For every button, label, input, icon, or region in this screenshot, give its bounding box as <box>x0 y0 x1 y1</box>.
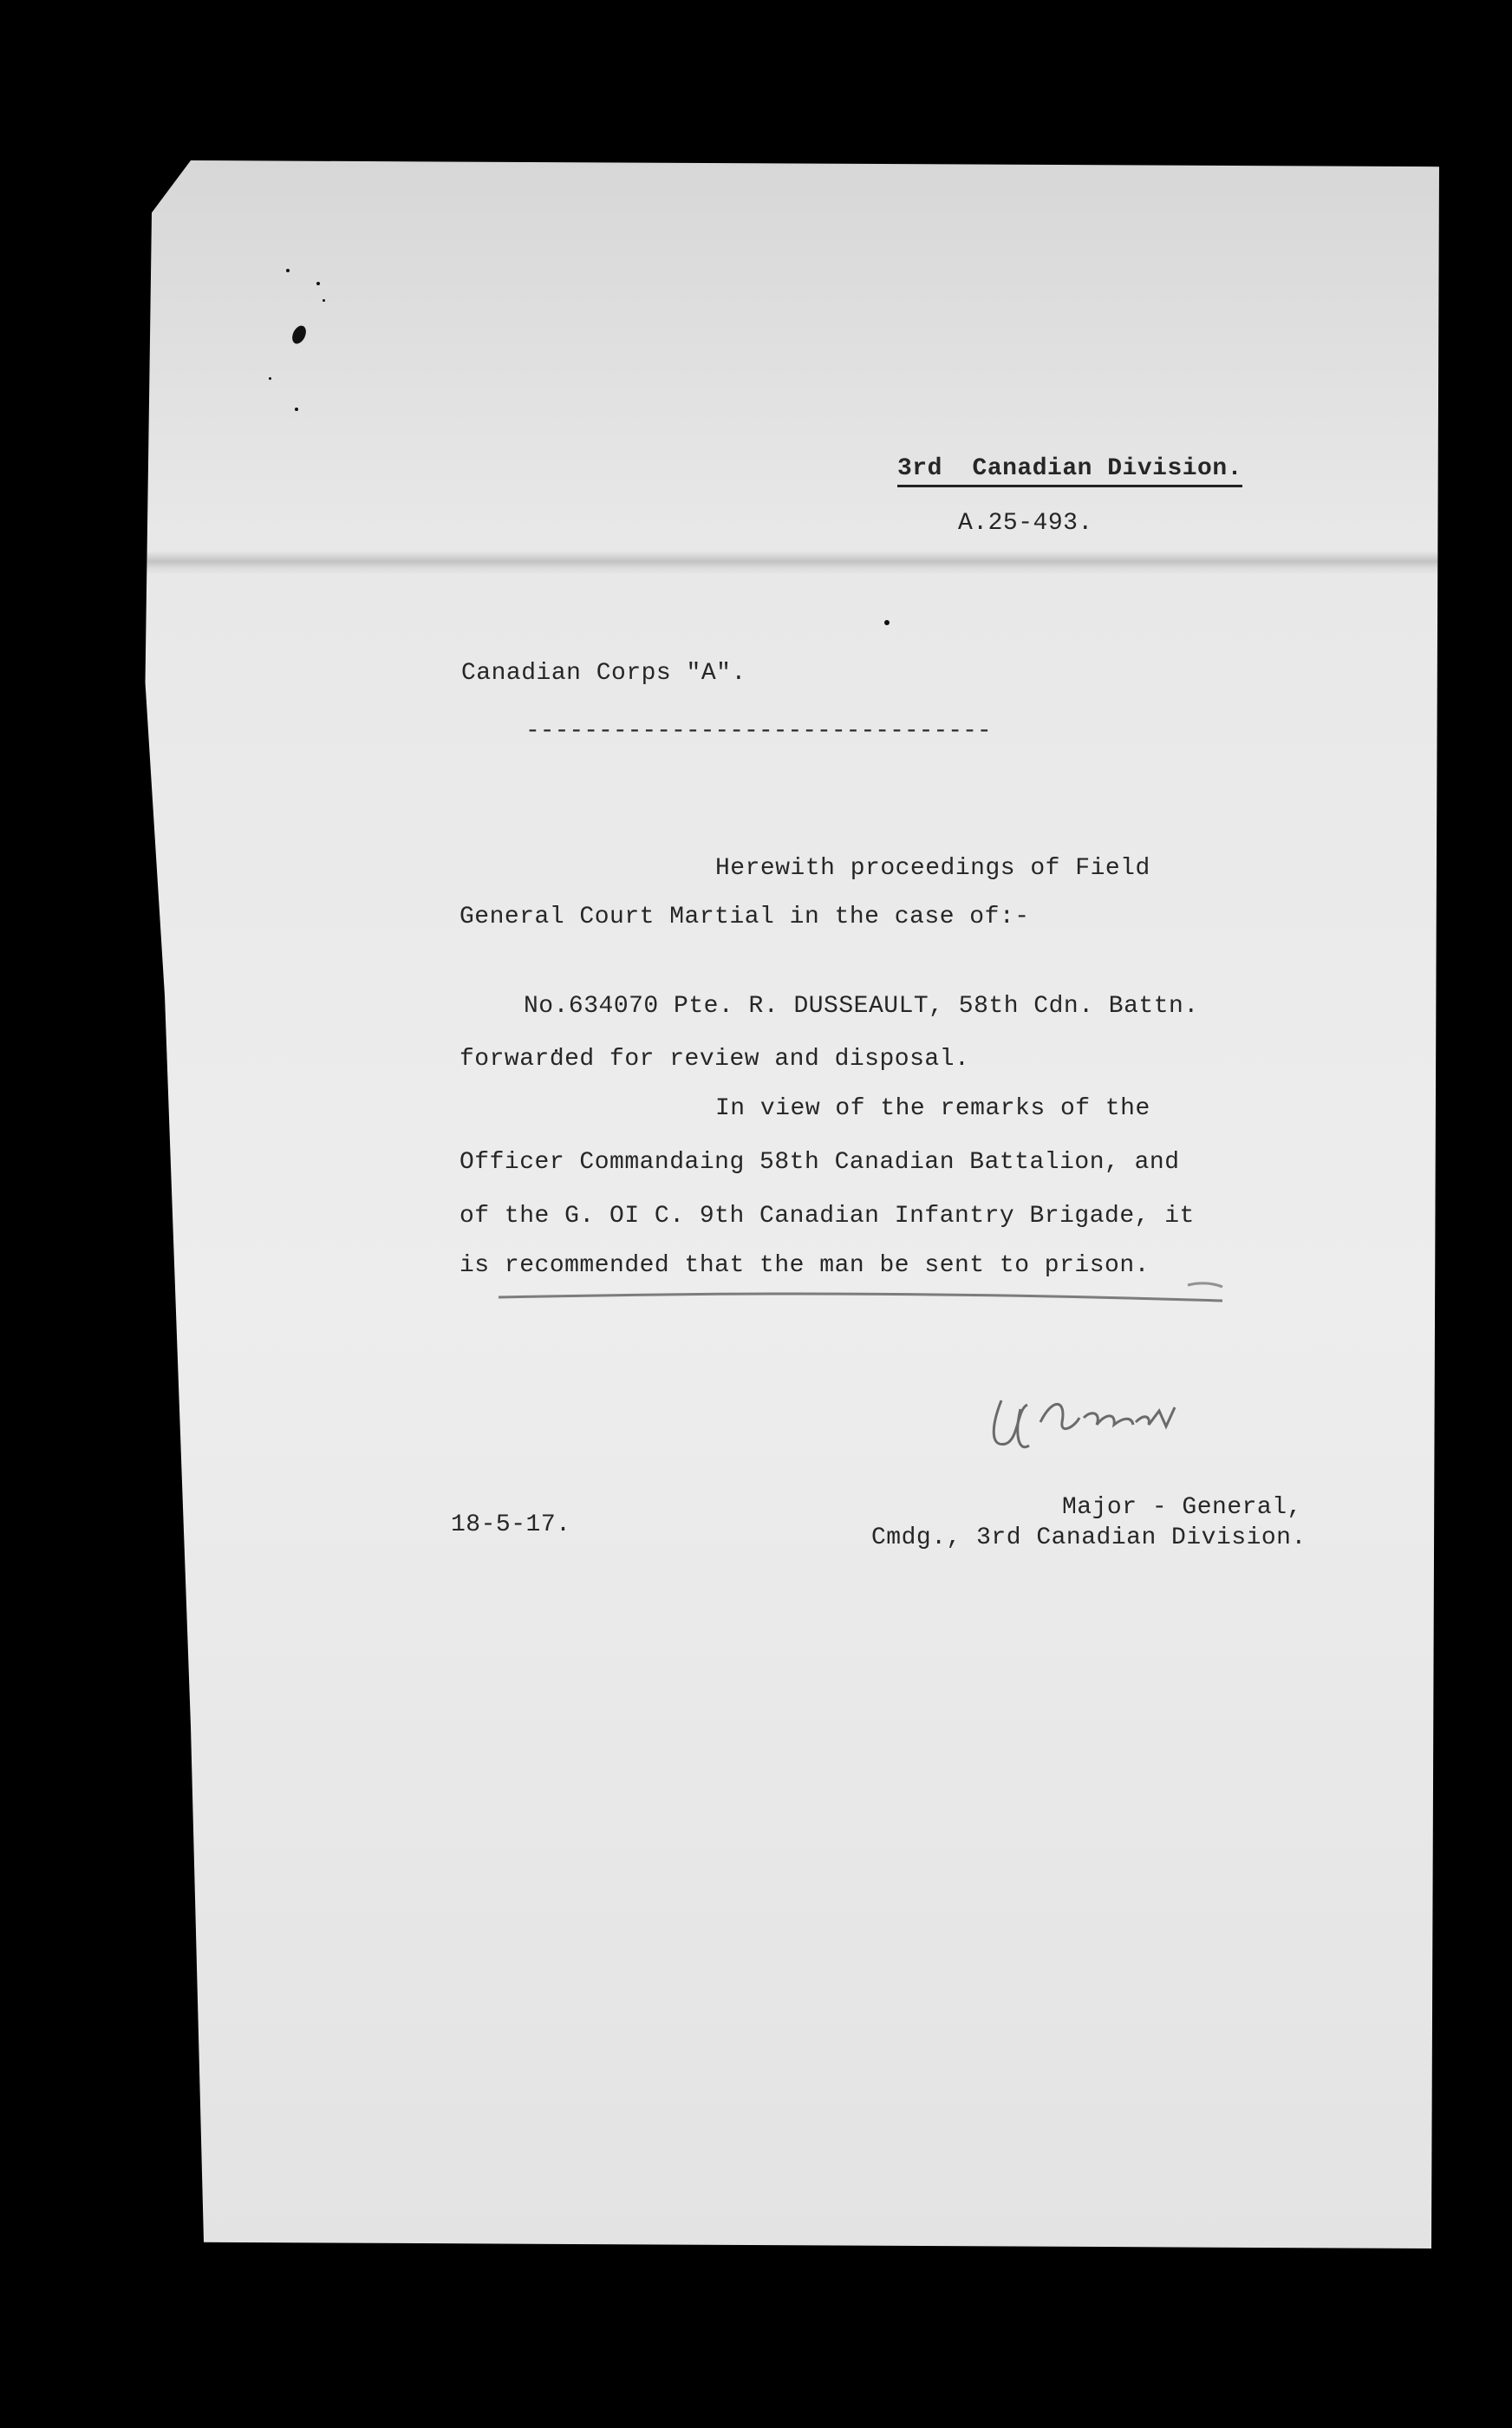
body-line: Herewith proceedings of Field <box>715 855 1150 882</box>
signatory-rank: Major - General, <box>1062 1494 1302 1521</box>
body-line: In view of the remarks of the <box>715 1095 1150 1122</box>
ink-speck <box>269 377 271 380</box>
ink-speck <box>884 620 890 625</box>
body-line: No.634070 Pte. R. DUSSEAULT, 58th Cdn. Battn. <box>524 993 1199 1020</box>
division-heading: 3rd Canadian Division. <box>897 457 1242 487</box>
ink-speck <box>323 299 325 302</box>
body-line: forwarded for review and disposal. <box>459 1046 970 1073</box>
signatory-unit: Cmdg., 3rd Canadian Division. <box>871 1524 1307 1551</box>
document-date: 18-5-17. <box>451 1511 571 1538</box>
body-line: of the G. OI C. 9th Canadian Infantry Brigade, it <box>459 1203 1195 1230</box>
reference-number: A.25-493. <box>958 510 1093 537</box>
handwritten-signature <box>967 1374 1227 1470</box>
ink-speck <box>295 408 298 411</box>
body-line: Officer Commandaing 58th Canadian Battalion, and <box>459 1149 1180 1176</box>
body-line: is recommended that the man be sent to prison. <box>459 1252 1150 1279</box>
addressee: Canadian Corps "A". <box>461 660 746 687</box>
body-line: General Court Martial in the case of:- <box>459 904 1030 930</box>
separator-line: -------------------------------- <box>525 718 992 745</box>
ink-speck <box>316 282 320 285</box>
ink-speck <box>290 323 309 346</box>
paper-fold-crease <box>139 551 1439 575</box>
pencil-underline <box>494 1285 1231 1306</box>
ink-speck <box>286 269 290 272</box>
